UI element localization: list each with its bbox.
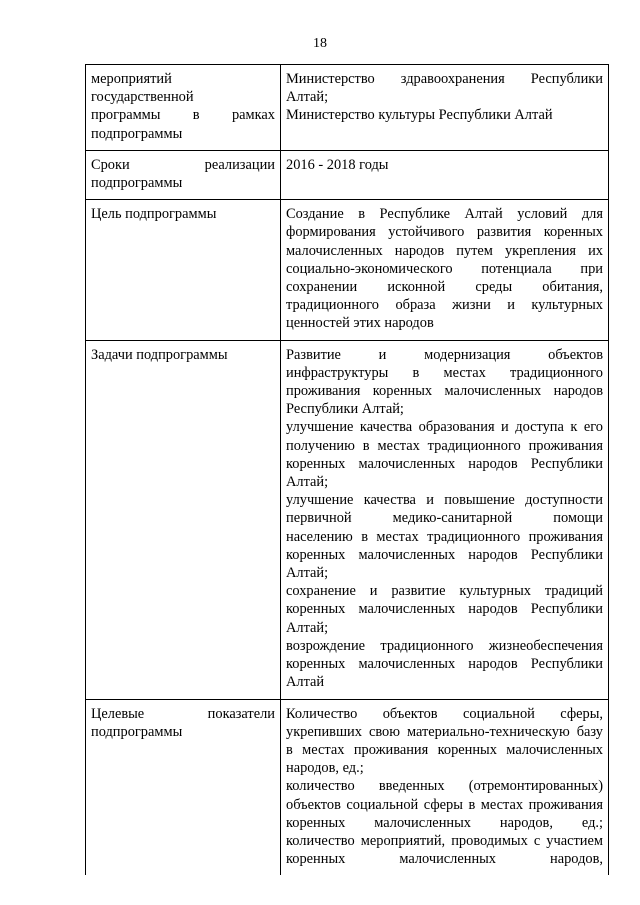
table-row <box>86 200 609 340</box>
row-value-line: ценностей этих народов <box>286 315 434 332</box>
row-value-cell <box>281 65 609 151</box>
row-value-cell <box>281 200 609 340</box>
row-label-cell <box>86 65 281 151</box>
row-value-line: Республики Алтай; <box>286 401 404 418</box>
row-value-line: улучшение качества образования и доступа к его <box>286 419 603 436</box>
row-label-line: программы в рамках <box>91 107 275 124</box>
row-value-line: возрождение традиционного жизнеобеспечения <box>286 637 603 654</box>
table-row <box>86 150 609 199</box>
row-value-cell <box>281 699 609 875</box>
row-value-line: улучшение качества и повышение доступности <box>286 492 603 509</box>
row-value-line: Развитие и модернизация объектов <box>286 346 603 363</box>
row-label-line: подпрограммы <box>91 175 183 192</box>
row-value-line: получению в местах традиционного проживания <box>286 437 603 454</box>
row-value-line: коренных малочисленных народов Республики <box>286 656 603 673</box>
row-label-line: подпрограммы <box>91 723 183 740</box>
row-value-line: инфраструктуры в местах традиционного <box>286 364 603 381</box>
row-value-line: Министерство здравоохранения Республики <box>286 71 603 87</box>
table-row <box>86 340 609 699</box>
row-label-line: мероприятий <box>91 71 172 87</box>
row-value-line: объектов социальной сферы в местах проживания <box>286 796 603 813</box>
row-label-line: Целевые показатели <box>91 705 275 722</box>
row-value-line: коренных малочисленных народов Республики <box>286 546 603 563</box>
row-value-line: 2016 - 2018 годы <box>286 156 389 173</box>
row-value-line: Алтай; <box>286 474 329 491</box>
table-row <box>86 699 609 875</box>
row-value-line: в местах проживания коренных малочисленных <box>286 741 603 758</box>
row-label-line: Цель подпрограммы <box>91 206 217 223</box>
row-value-line: формирования устойчивого развития коренных <box>286 224 603 241</box>
table-row <box>86 65 609 151</box>
row-value-line: Алтай; <box>286 89 329 106</box>
subprogram-passport-table <box>85 64 609 875</box>
row-value-line: проживания коренных малочисленных народов <box>286 383 603 400</box>
row-label-line: подпрограммы <box>91 125 183 142</box>
row-label-cell <box>86 340 281 699</box>
row-label-cell <box>86 200 281 340</box>
row-label-cell <box>86 699 281 875</box>
row-value-line: сохранении исконной среды обитания, <box>286 279 603 296</box>
row-value-line: Алтай; <box>286 619 329 636</box>
row-value-line: малочисленных народов путем укрепления их <box>286 242 603 259</box>
row-value-line: Алтай <box>286 674 325 691</box>
row-value-line: народов, ед.; <box>286 760 364 777</box>
row-value-cell <box>281 340 609 699</box>
row-value-line: социально-экономического потенциала при <box>286 260 603 277</box>
row-value-line: укрепивших свою материально-техническую базу <box>286 723 603 740</box>
row-value-line: населению в местах традиционного проживания <box>286 528 603 545</box>
row-value-cell <box>281 150 609 199</box>
row-value-line: коренных малочисленных народов, <box>286 851 603 868</box>
row-value-line: количество введенных (отремонтированных) <box>286 778 603 795</box>
row-label-cell <box>86 150 281 199</box>
row-label-line: Сроки реализации <box>91 156 275 173</box>
row-value-line: коренных малочисленных народов Республики <box>286 601 603 618</box>
row-value-line: Алтай; <box>286 565 329 582</box>
row-value-line: Количество объектов социальной сферы, <box>286 705 603 722</box>
row-value-line: коренных малочисленных народов, ед.; <box>286 814 603 831</box>
row-value-line: Создание в Республике Алтай условий для <box>286 206 603 223</box>
row-value-line: коренных малочисленных народов Республики <box>286 455 603 472</box>
row-label-line: государственной <box>91 89 194 106</box>
row-value-line: сохранение и развитие культурных традиций <box>286 583 603 600</box>
row-value-line: традиционного образа жизни и культурных <box>286 297 603 314</box>
row-value-line: Министерство культуры Республики Алтай <box>286 107 553 124</box>
row-label-line: Задачи подпрограммы <box>91 346 228 363</box>
page-number: 18 <box>313 36 327 51</box>
row-value-line: первичной медико-санитарной помощи <box>286 510 603 527</box>
row-value-line: количество мероприятий, проводимых с участием <box>286 832 603 849</box>
